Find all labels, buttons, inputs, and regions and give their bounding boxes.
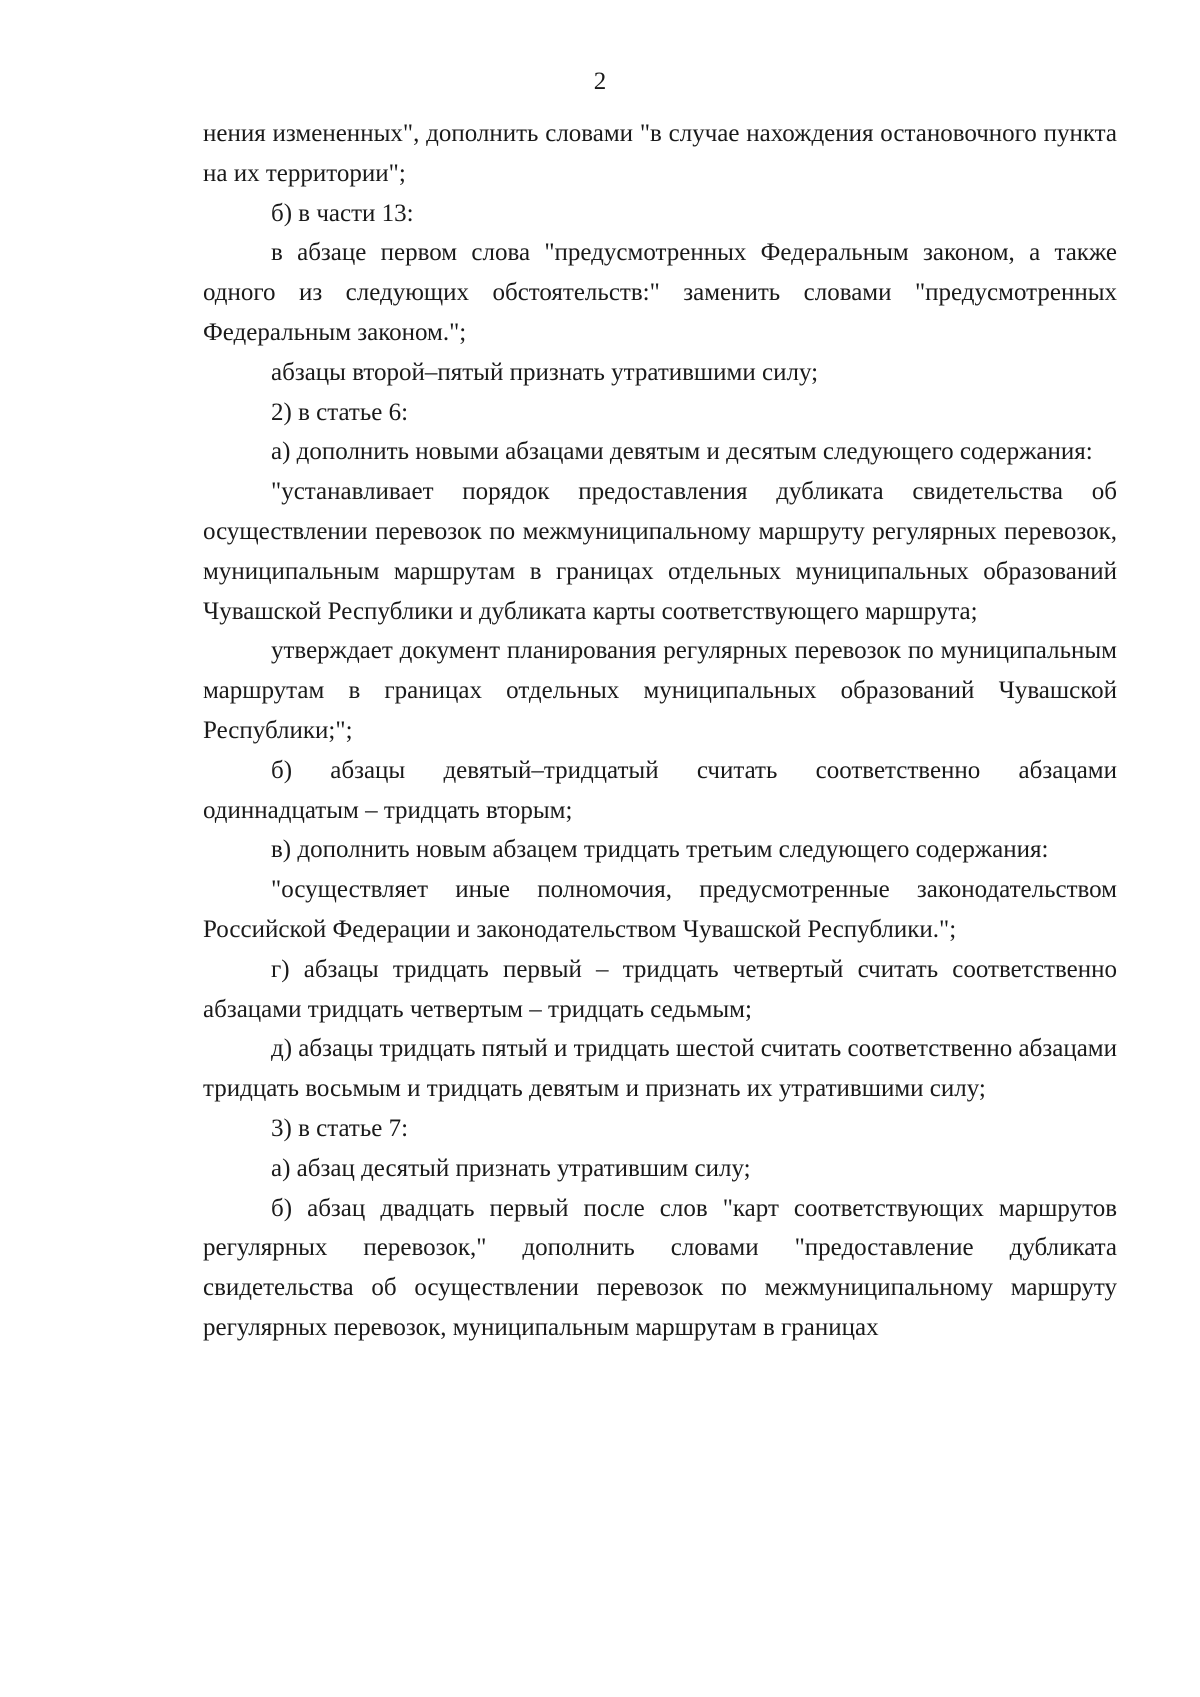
paragraph: д) абзацы тридцать пятый и тридцать шестой считать соответственно абзацами тридцать восьмым и тридцать девятым и признать их утратившими силу;: [203, 1035, 1117, 1103]
paragraph: б) абзацы девятый–тридцатый считать соответственно абзацами одиннадцатым – тридцать вторым;: [203, 756, 1117, 824]
paragraph: а) абзац десятый признать утратившим силу;: [271, 1154, 751, 1182]
paragraph: "устанавливает порядок предоставления дубликата свидетельства об осуществлении перевозок по межмуниципальному маршруту регулярных перевозок, муниципальным маршрутам в границах отдельных муниципальных образований Чувашской Республики и дубликата карты соответствующего маршрута;: [203, 478, 1117, 625]
paragraph: в абзаце первом слова "предусмотренных Федеральным законом, а также одного из следующих обстоятельств:" заменить словами "предусмотренных Федеральным законом.";: [203, 239, 1117, 346]
paragraph: в) дополнить новым абзацем тридцать третьим следующего содержания:: [271, 836, 1049, 864]
paragraph: 3) в статье 7:: [271, 1114, 409, 1142]
page-number: 2: [593, 68, 607, 95]
paragraph: а) дополнить новыми абзацами девятым и десятым следующего содержания:: [271, 438, 1093, 466]
document-body: [203, 114, 1117, 1348]
paragraph: "осуществляет иные полномочия, предусмотренные законодательством Российской Федерации и законодательством Чувашской Республики.";: [203, 876, 1117, 943]
paragraph: абзацы второй–пятый признать утратившими силу;: [271, 358, 819, 386]
paragraph: 2) в статье 6:: [271, 398, 409, 426]
paragraph: б) в части 13:: [271, 199, 414, 227]
paragraph: б) абзац двадцать первый после слов "карт соответствующих маршрутов регулярных перевозок," дополнить словами "предоставление дубликата свидетельства об осуществлении перевозок по межмуниципальному маршруту регулярных перевозок, муниципальным маршрутам в границах: [203, 1194, 1117, 1341]
paragraph: утверждает документ планирования регулярных перевозок по муниципальным маршрутам в границах отдельных муниципальных образований Чувашской Республики;";: [203, 637, 1117, 744]
paragraph: г) абзацы тридцать первый – тридцать четвертый считать соответственно абзацами тридцать четвертым – тридцать седьмым;: [203, 955, 1117, 1023]
paragraph: нения измененных", дополнить словами "в случае нахождения остановочного пункта на их территории";: [203, 120, 1117, 187]
